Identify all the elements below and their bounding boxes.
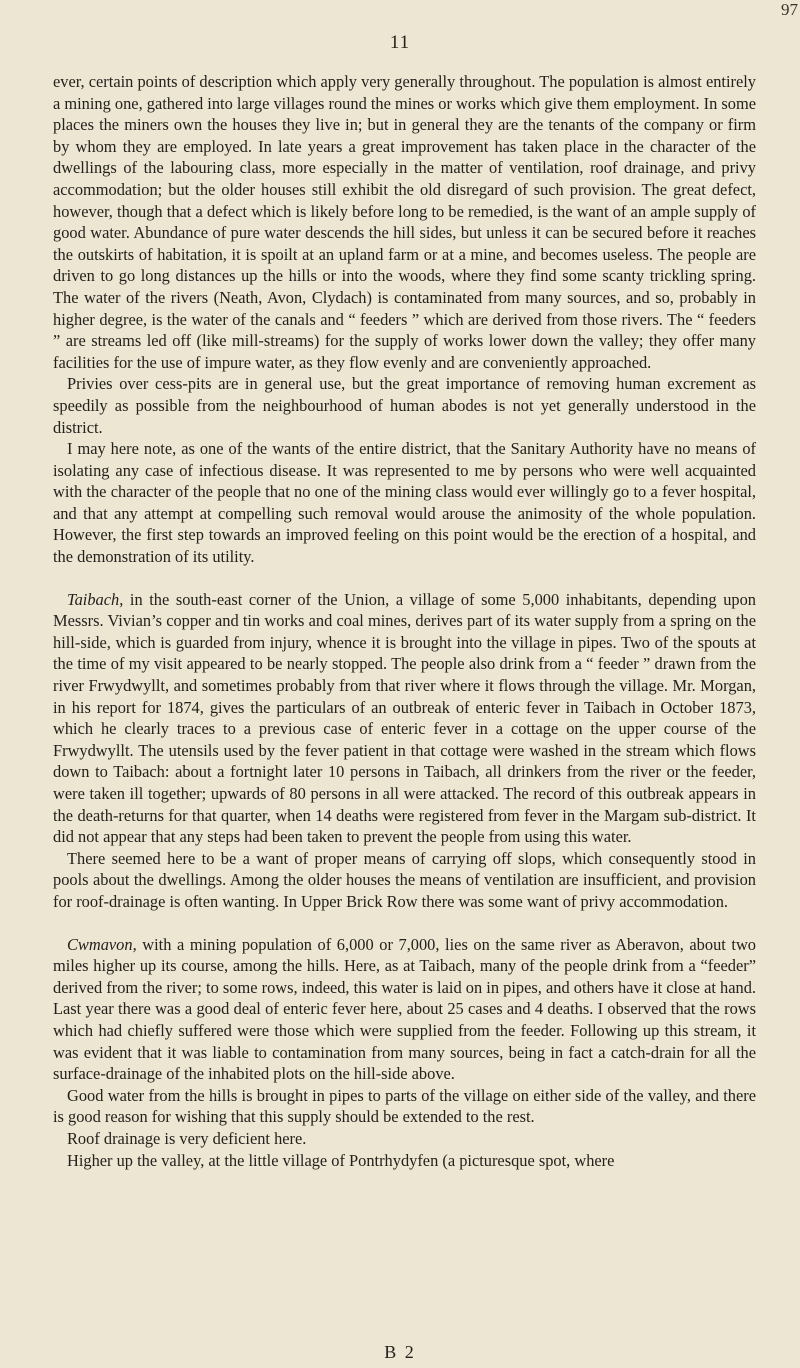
signature-mark: B 2: [384, 1342, 416, 1362]
place-name-cwmavon: Cwmavon,: [67, 934, 137, 954]
paragraph-isolation: I may here note, as one of the wants of the entire district, that the Sanitary Authority have no means of isolating any case of infectious disease. It was represented to me by persons who were well acquainted with the character of the people that no one of the mining class would ever willingly go to a fever hospital, and that any attempt at compelling such removal would arouse the animosity of the whole population. However, the first step towards an improved feeling on this point would be the erection of a hospital, and the demonstration of its utility.: [53, 439, 756, 567]
page-number: 11: [389, 32, 411, 53]
paragraph-cwmavon-text: with a mining population of 6,000 or 7,000, lies on the same river as Aberavon, about two miles higher up its course, among the hills. Here, as at Taibach, many of the people drink from a “feeder” derived from the river; to some rows, indeed, this water is laid on in pipes, and others have it close at hand. Last year there was a good deal of enteric fever here, about 25 cases and 4 deaths. I observed that the rows which had chiefly suffered were those which were supplied from the feeder. Following up this stream, it was evident that it was liable to contamination from many sources, being in fact a catch-drain for all the surface-drainage of the inhabited plots on the hill-side above.: [53, 934, 756, 1084]
body-text: [53, 71, 756, 1171]
place-name-taibach: Taibach,: [67, 589, 124, 609]
paragraph-pontrhydyfen: Higher up the valley, at the little village of Pontrhydyfen (a picturesque spot, where: [67, 1150, 615, 1170]
paragraph-good-water: Good water from the hills is brought in pipes to parts of the village on either side of the valley, and there is good reason for wishing that this supply should be extended to the rest.: [53, 1085, 756, 1127]
paragraph-privies: Privies over cess-pits are in general use, but the great importance of removing human excrement as speedily as possible from the neighbourhood of human abodes is not yet generally understood in the district.: [53, 374, 756, 437]
paragraph-roof-drainage: Roof drainage is very deficient here.: [67, 1128, 307, 1148]
corner-page-mark: 97: [781, 0, 798, 19]
paragraph-taibach-text: in the south-east corner of the Union, a village of some 5,000 inhabitants, depending upon Messrs. Vivian’s copper and tin works and coal mines, derives part of its water supply from a spring on the hill-side, which is guarded from injury, whence it is brought into the village in pipes. Two of the spouts at the time of my visit appeared to be nearly stopped. The people also drink from a “ feeder ” drawn from the river Frwydwyllt, and sometimes probably from that river where it flows through the village. Mr. Morgan, in his report for 1874, gives the particulars of an outbreak of enteric fever in Taibach in October 1873, which he clearly traces to a previous case of enteric fever in a cottage on the upper course of the Frwydwyllt. The utensils used by the fever patient in that cottage were washed in the stream which flows down to Taibach: about a fortnight later 10 persons in Taibach, all drinkers from the river or the feeder, were taken ill together; upwards of 80 persons in all were attacked. The record of this outbreak appears in the death-returns for that quarter, when 14 deaths were registered from fever in the Margam sub-district. It did not appear that any steps had been taken to prevent the people from using this water.: [53, 589, 756, 847]
paragraph-intro: ever, certain points of description which apply very generally throughout. The population is almost entirely a mining one, gathered into large villages round the mines or works which give them employment. In some places the miners own the houses they live in; but in general they are the tenants of the company or firm by whom they are employed. In late years a great improvement has taken place in the character of the dwellings of the labouring class, more especially in the matter of ventilation, roof drainage, and privy accommodation; but the older houses still exhibit the old disregard of such provision. The great defect, however, though that a defect which is likely before long to be remedied, is the want of an ample supply of good water. Abundance of pure water descends the hill sides, but unless it can be secured before it reaches the outskirts of habitation, it is spoilt at an upland farm or at a mine, and becomes useless. The people are driven to go long distances up the hills or into the woods, where they find some scanty trickling spring. The water of the rivers (Neath, Avon, Clydach) is contaminated from many sources, and so, probably in higher degree, is the water of the canals and “ feeders ” which are derived from those rivers. The “ feeders ” are streams led off (like mill-streams) for the supply of works lower down the valley; they offer many facilities for the use of impure water, as they flow evenly and are conveniently approached.: [53, 72, 756, 372]
paragraph-cwmavon: [53, 934, 756, 1085]
paragraph-taibach: [53, 589, 756, 848]
paragraph-slops: There seemed here to be a want of proper means of carrying off slops, which consequently stood in pools about the dwellings. Among the older houses the means of ventilation are insufficient, and provision for roof-drainage is often wanting. In Upper Brick Row there was some want of privy accommodation.: [53, 848, 756, 911]
